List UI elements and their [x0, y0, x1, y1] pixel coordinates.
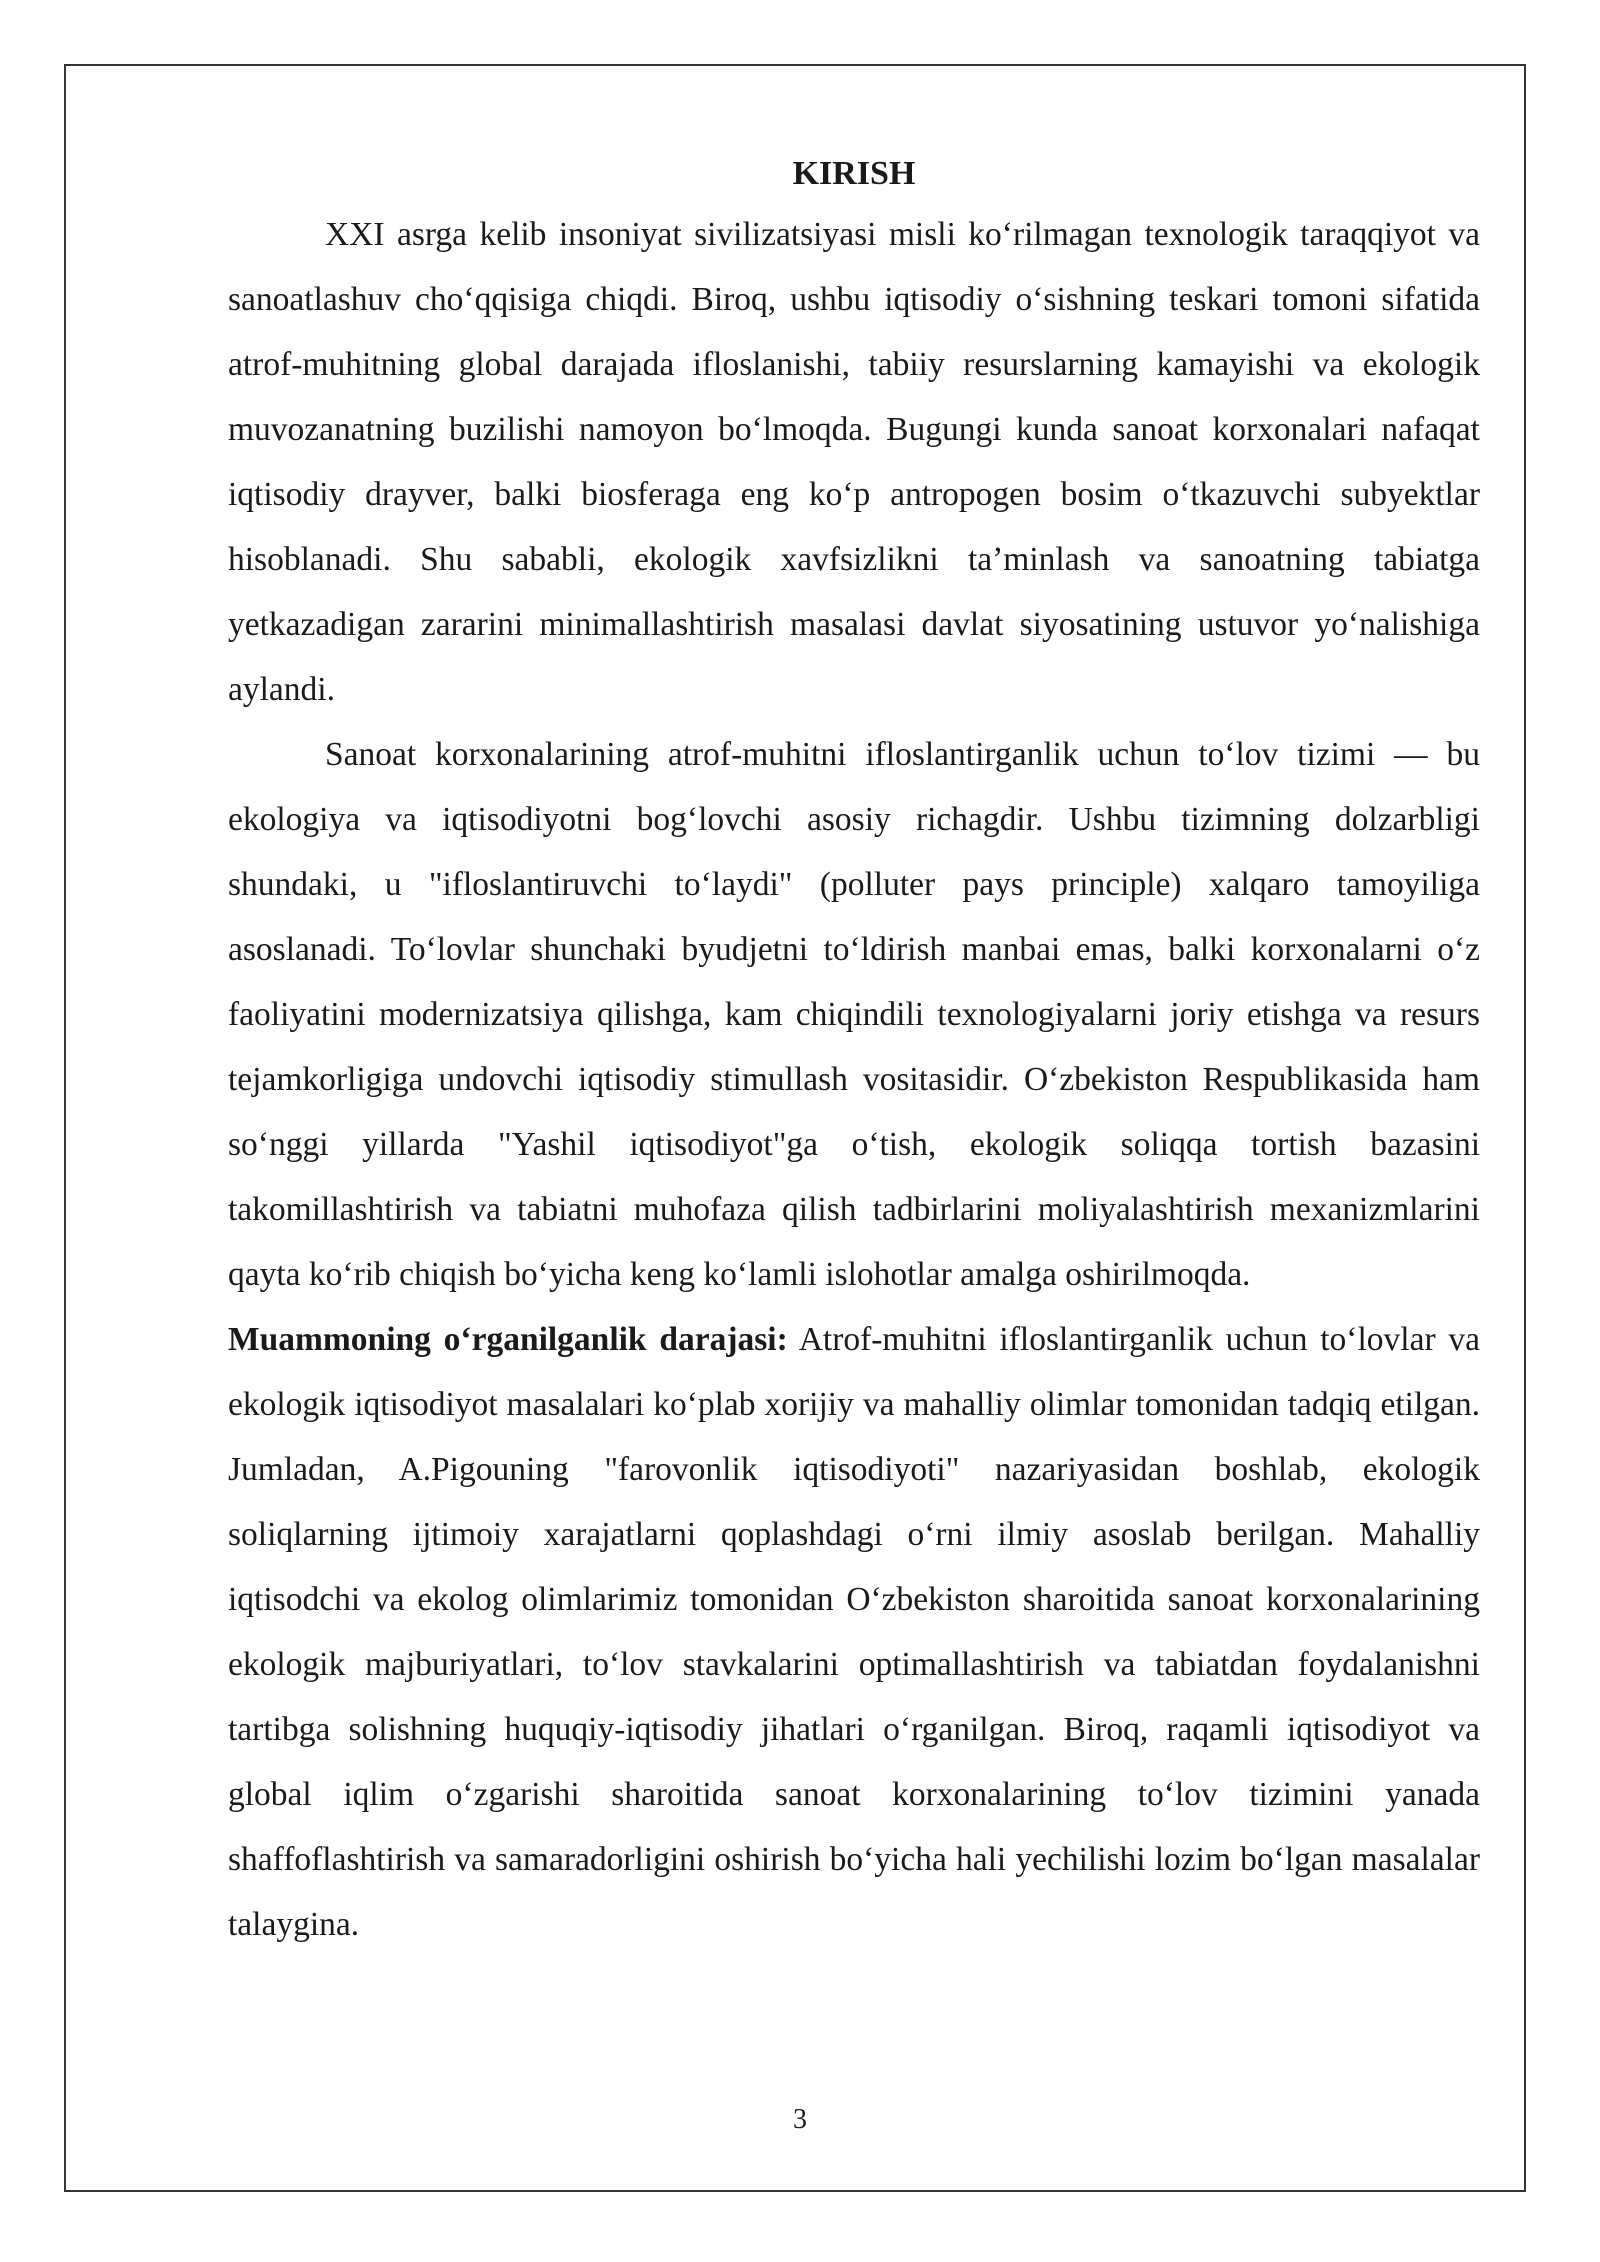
section-title: KIRISH: [792, 155, 916, 192]
page-number: 3: [793, 2104, 807, 2135]
paragraph-payment-system: Sanoat korxonalarining atrof-muhitni ifloslantirganlik uchun toʻlov tizimi — bu ekologiya va iqtisodiyotni bogʻlovchi asosiy richagdir. Ushbu tizimning dolzarbligi shundaki, u "ifloslantiruvchi toʻlaydi" (polluter pays principle) xalqaro tamoyiliga asoslanadi. Toʻlovlar shunchaki byudjetni toʻldirish manbai emas, balki korxonalarni oʻz faoliyatini modernizatsiya qilishga, kam chiqindili texnologiyalarni joriy etishga va resurs tejamkorligiga undovchi iqtisodiy stimullash vositasidir. Oʻzbekiston Respublikasida ham soʻnggi yillarda "Yashil iqtisodiyot"ga oʻtish, ekologik soliqqa tortish bazasini takomillashtirish va tabiatni muhofaza qilish tadbirlarini moliyalashtirish mexanizmlarini qayta koʻrib chiqish boʻyicha keng koʻlamli islohotlar amalga oshirilmoqda.: [228, 736, 1480, 1293]
paragraph-research-level: [228, 1307, 1480, 1957]
research-level-text: Atrof-muhitni ifloslantirganlik uchun toʻlovlar va ekologik iqtisodiyot masalalari koʻplab xorijiy va mahalliy olimlar tomonidan tadqiq etilgan. Jumladan, A.Pigouning "farovonlik iqtisodiyoti" nazariyasidan boshlab, ekologik soliqlarning ijtimoiy xarajatlarni qoplashdagi oʻrni ilmiy asoslab berilgan. Mahalliy iqtisodchi va ekolog olimlarimiz tomonidan Oʻzbekiston sharoitida sanoat korxonalarining ekologik majburiyatlari, toʻlov stavkalarini optimallashtirish va tabiatdan foydalanishni tartibga solishning huquqiy-iqtisodiy jihatlari oʻrganilgan. Biroq, raqamli iqtisodiyot va global iqlim oʻzgarishi sharoitida sanoat korxonalarining toʻlov tizimini yanada shaffoflashtirish va samaradorligini oshirish boʻyicha hali yechilishi lozim boʻlgan masalalar talaygina.: [228, 1321, 1481, 1943]
document-body: [228, 148, 1480, 1957]
research-level-heading: Muammoning oʻrganilganlik darajasi:: [228, 1321, 788, 1358]
paragraph-introduction: XXI asrga kelib insoniyat sivilizatsiyasi misli koʻrilmagan texnologik taraqqiyot va sanoatlashuv choʻqqisiga chiqdi. Biroq, ushbu iqtisodiy oʻsishning teskari tomoni sifatida atrof-muhitning global darajada ifloslanishi, tabiiy resurslarning kamayishi va ekologik muvozanatning buzilishi namoyon boʻlmoqda. Bugungi kunda sanoat korxonalari nafaqat iqtisodiy drayver, balki biosferaga eng koʻp antropogen bosim oʻtkazuvchi subyektlar hisoblanadi. Shu sababli, ekologik xavfsizlikni taʼminlash va sanoatning tabiatga yetkazadigan zararini minimallashtirish masalasi davlat siyosatining ustuvor yoʻnalishiga aylandi.: [228, 216, 1480, 708]
